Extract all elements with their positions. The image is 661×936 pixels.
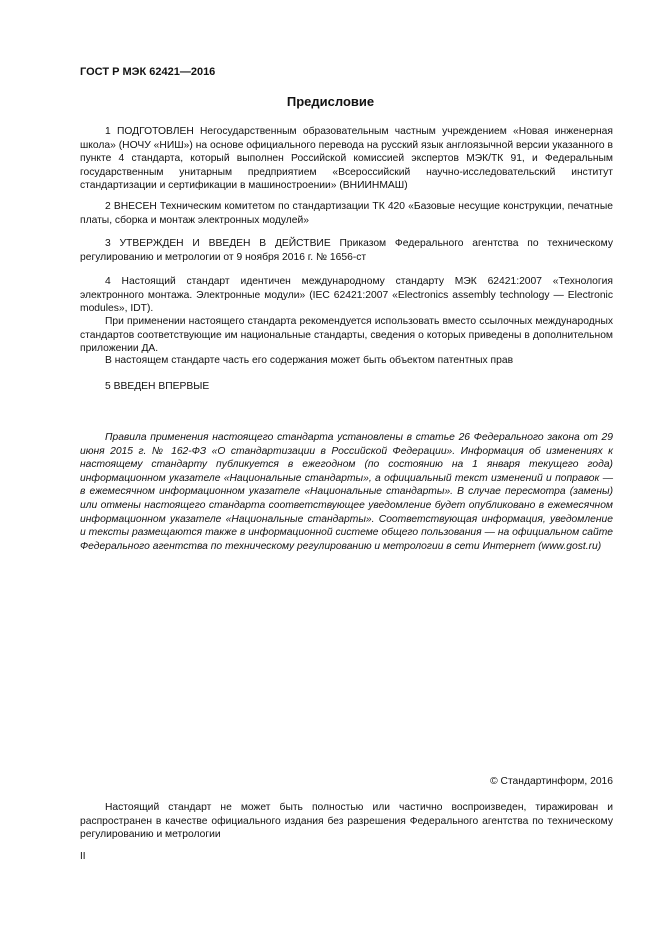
paragraph-identical: 4 Настоящий стандарт идентичен международному стандарту МЭК 62421:2007 «Технология электронного монтажа. Электронные модули» (IEC 62421:2007 «Electronics assembly technology — Electronic modules», IDT). (80, 276, 613, 315)
paragraph-references: При применении настоящего стандарта рекомендуется использовать вместо ссылочных международных стандартов соответствующие им национальные стандарты, сведения о которых приведены в дополнительном приложении ДА. (80, 316, 613, 355)
reproduction-notice: Настоящий стандарт не может быть полностью или частично воспроизведен, тиражирован и распространен в качестве официального издания без разрешения Федерального агентства по техническому регулированию и метрологии (80, 802, 613, 841)
paragraph-prepared: 1 ПОДГОТОВЛЕН Негосударственным образовательным частным учреждением «Новая инженерная школа» (НОЧУ «НИШ») на основе официального перевода на русский язык англоязычной версии указанного в пункте 4 стандарта, который выполнен Российской комиссией экспертов МЭК/ТК 91, и Федеральным государственным унитарным предприятием «Всероссийский научно-исследовательский институт стандартизации и сертификации в машиностроении» (ВНИИНМАШ) (80, 126, 613, 192)
paragraph-first-introduced: 5 ВВЕДЕН ВПЕРВЫЕ (105, 381, 210, 392)
notice-paragraph: Правила применения настоящего стандарта установлены в статье 26 Федерального закона от 29 июня 2015 г. № 162-ФЗ «О стандартизации в Российской Федерации». Информация об изменениях к настоящему стандарту публикуется в ежегодном (по состоянию на 1 января текущего года) информационном указателе «Национальные стандарты», а официальный текст изменений и поправок — в ежемесячном информационном указателе «Национальные стандарты». В случае пересмотра (замены) или отмены настоящего стандарта соответствующее уведомление будет опубликовано в ежемесячном информационном указателе «Национальные стандарты». Соответствующая информация, уведомление и тексты размещаются также в информационной системе общего пользования — на официальном сайте Федерального агентства по техническому регулированию и метрологии в сети Интернет (www.gost.ru) (80, 432, 613, 552)
document-id-header: ГОСТ Р МЭК 62421—2016 (80, 66, 216, 78)
page-title: Предисловие (286, 94, 375, 109)
page-number: II (80, 851, 86, 862)
paragraph-submitted: 2 ВНЕСЕН Техническим комитетом по стандартизации ТК 420 «Базовые несущие конструкции, печатные платы, сборка и монтаж электронных модулей» (80, 201, 613, 226)
paragraph-approved: 3 УТВЕРЖДЕН И ВВЕДЕН В ДЕЙСТВИЕ Приказом Федерального агентства по техническому регулированию и метрологии от 9 ноября 2016 г. № 1656-ст (80, 238, 613, 263)
copyright-line: © Стандартинформ, 2016 (490, 776, 613, 787)
paragraph-patents: В настоящем стандарте часть его содержания может быть объектом патентных прав (105, 355, 514, 366)
